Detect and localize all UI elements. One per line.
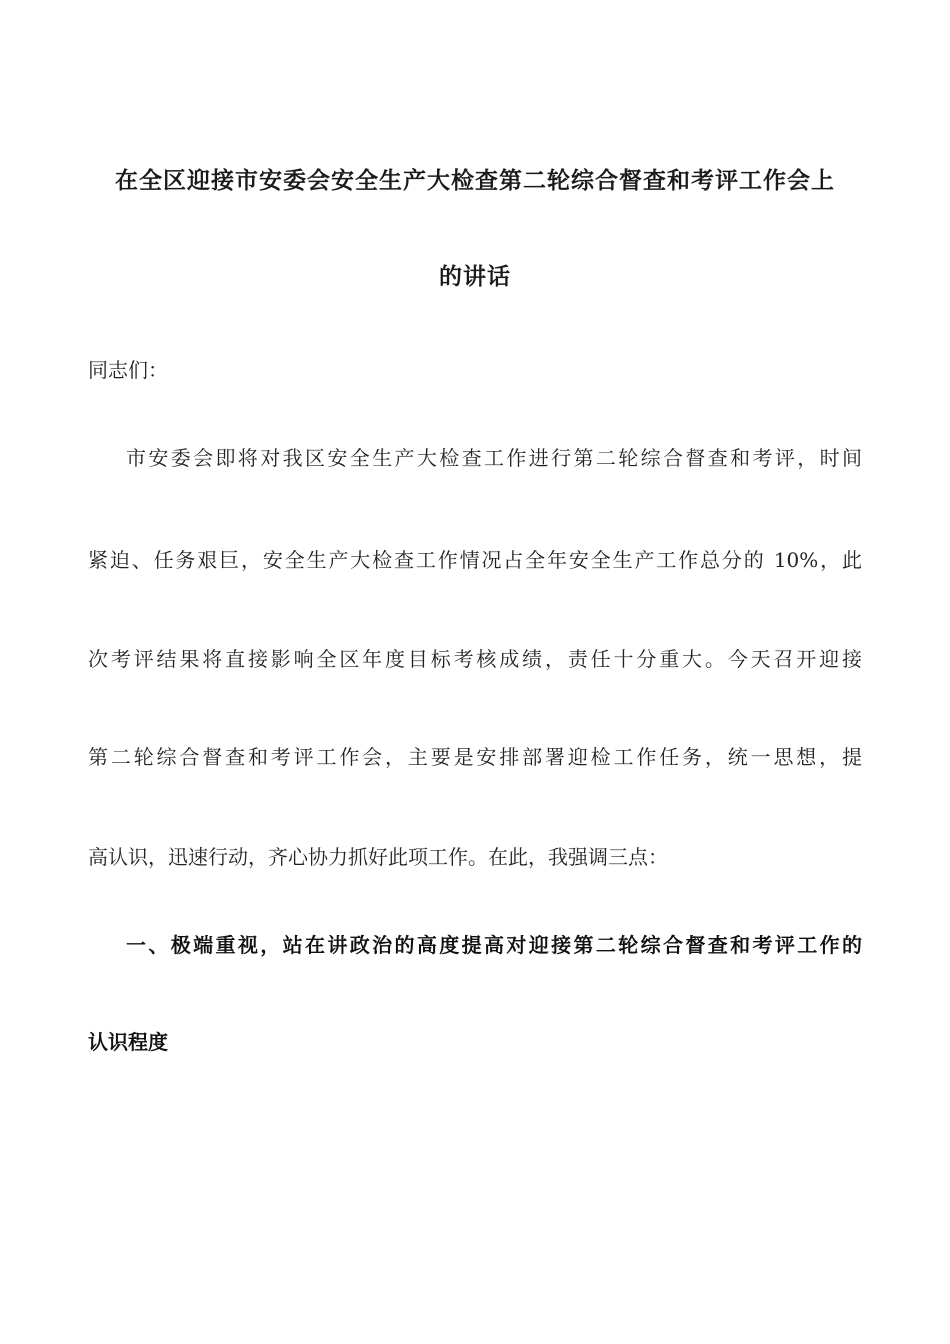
paragraph-1-line-5: 高认识，迅速行动，齐心协力抓好此项工作。在此，我强调三点： <box>88 845 668 869</box>
paragraph-1-line-2: 紧迫、任务艰巨，安全生产大检查工作情况占全年安全生产工作总分的 10%，此 <box>88 548 862 572</box>
document-title-line-1: 在全区迎接市安委会安全生产大检查第二轮综合督查和考评工作会上 <box>115 167 835 194</box>
paragraph-1-line-4: 第二轮综合督查和考评工作会，主要是安排部署迎检工作任务，统一思想，提 <box>88 745 862 769</box>
paragraph-1-line-3: 次考评结果将直接影响全区年度目标考核成绩，责任十分重大。今天召开迎接 <box>88 647 862 671</box>
paragraph-1-line-1: 市安委会即将对我区安全生产大检查工作进行第二轮综合督查和考评，时间 <box>126 446 862 470</box>
section-heading-1-line-2: 认识程度 <box>88 1030 168 1054</box>
salutation: 同志们： <box>88 358 168 382</box>
section-heading-1-line-1: 一、极端重视，站在讲政治的高度提高对迎接第二轮综合督查和考评工作的 <box>126 933 862 957</box>
document-title-line-2: 的讲话 <box>439 263 511 290</box>
